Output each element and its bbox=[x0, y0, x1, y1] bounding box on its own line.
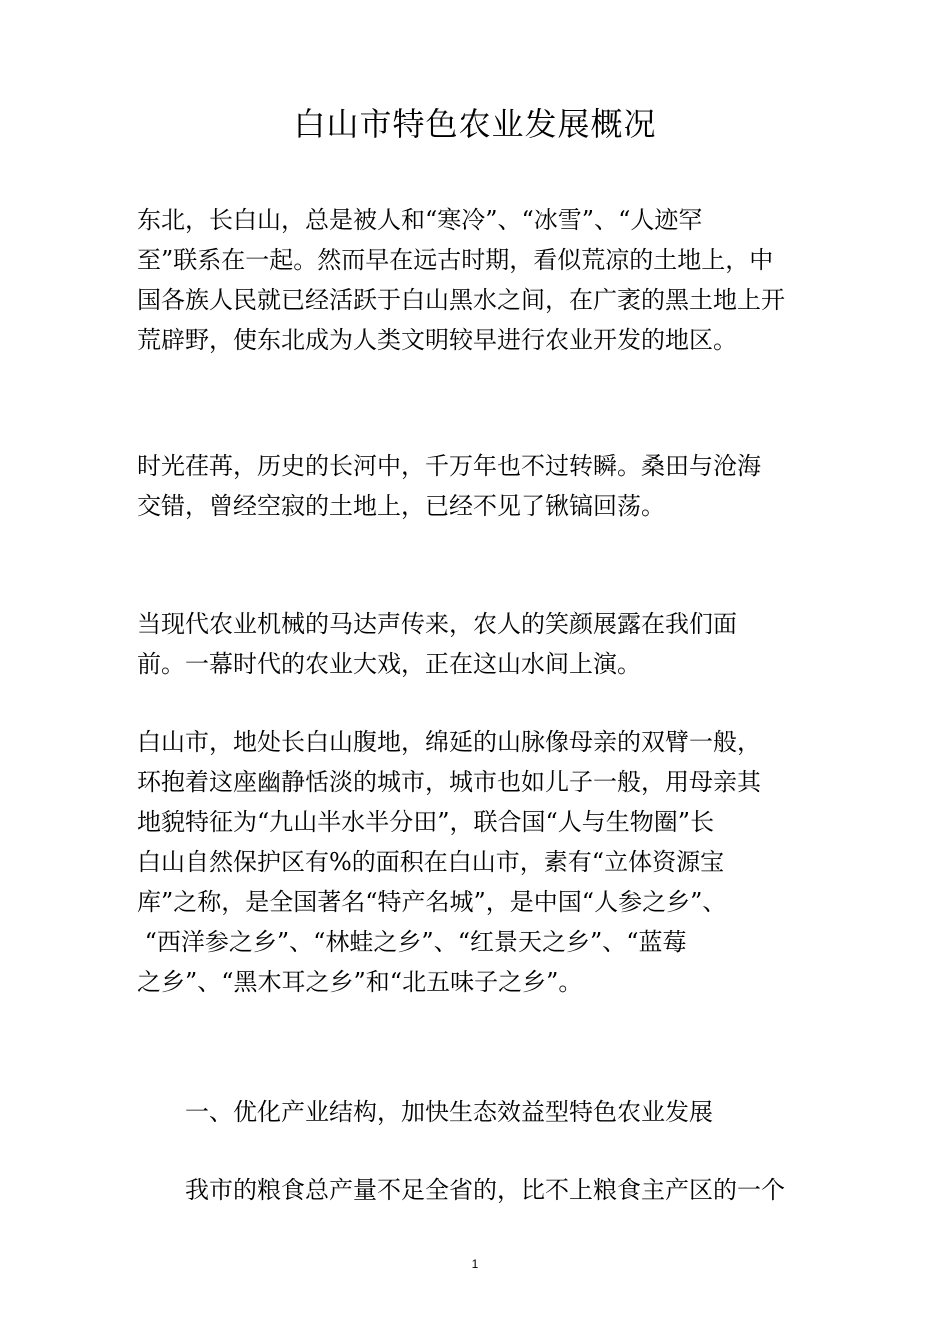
paragraph-grain bbox=[137, 1170, 837, 1210]
paragraph-line: 白山自然保护区有%的面积在白山市，素有“立体资源宝 bbox=[137, 848, 725, 876]
paragraph-line: 当现代农业机械的马达声传来，农人的笑颜展露在我们面 bbox=[137, 610, 737, 638]
paragraph-line: 交错，曾经空寂的土地上，已经不见了锹镐回荡。 bbox=[137, 492, 665, 520]
section-heading: 一、优化产业结构，加快生态效益型特色农业发展 bbox=[137, 1098, 713, 1126]
paragraph-baishan bbox=[137, 722, 837, 1002]
paragraph-line: 至”联系在一起。然而早在远古时期，看似荒凉的土地上，中 bbox=[137, 246, 774, 274]
paragraph-line: 库”之称，是全国著名“特产名城”，是中国“人参之乡”、 bbox=[137, 888, 727, 916]
paragraph-line: 我市的粮食总产量不足全省的，比不上粮食主产区的一个 bbox=[137, 1176, 785, 1204]
paragraph-time bbox=[137, 446, 837, 526]
paragraph-modern bbox=[137, 604, 837, 684]
paragraph-line: 前。一幕时代的农业大戏，正在这山水间上演。 bbox=[137, 650, 641, 678]
paragraph-line: 之乡”、“黑木耳之乡”和“北五味子之乡”。 bbox=[137, 968, 583, 996]
paragraph-line: 白山市，地处长白山腹地，绵延的山脉像母亲的双臂一般， bbox=[137, 728, 761, 756]
paragraph-line: 荒辟野，使东北成为人类文明较早进行农业开发的地区。 bbox=[137, 326, 737, 354]
paragraph-line: 地貌特征为“九山半水半分田”，联合国“人与生物圈”长 bbox=[137, 808, 715, 836]
document-title: 白山市特色农业发展概况 bbox=[293, 105, 657, 143]
paragraph-line: 时光荏苒，历史的长河中，千万年也不过转瞬。桑田与沧海 bbox=[137, 452, 761, 480]
paragraph-intro bbox=[137, 200, 837, 360]
paragraph-line: 国各族人民就已经活跃于白山黑水之间，在广袤的黑土地上开 bbox=[137, 286, 785, 314]
page-number: 1 bbox=[471, 1257, 479, 1271]
paragraph-line: 环抱着这座幽静恬淡的城市，城市也如儿子一般，用母亲其 bbox=[137, 768, 761, 796]
paragraph-line: “西洋参之乡”、“林蛙之乡”、“红景天之乡”、“蓝莓 bbox=[137, 928, 687, 956]
paragraph-line: 东北，长白山，总是被人和“寒冷”、“冰雪”、“人迹罕 bbox=[137, 206, 703, 234]
